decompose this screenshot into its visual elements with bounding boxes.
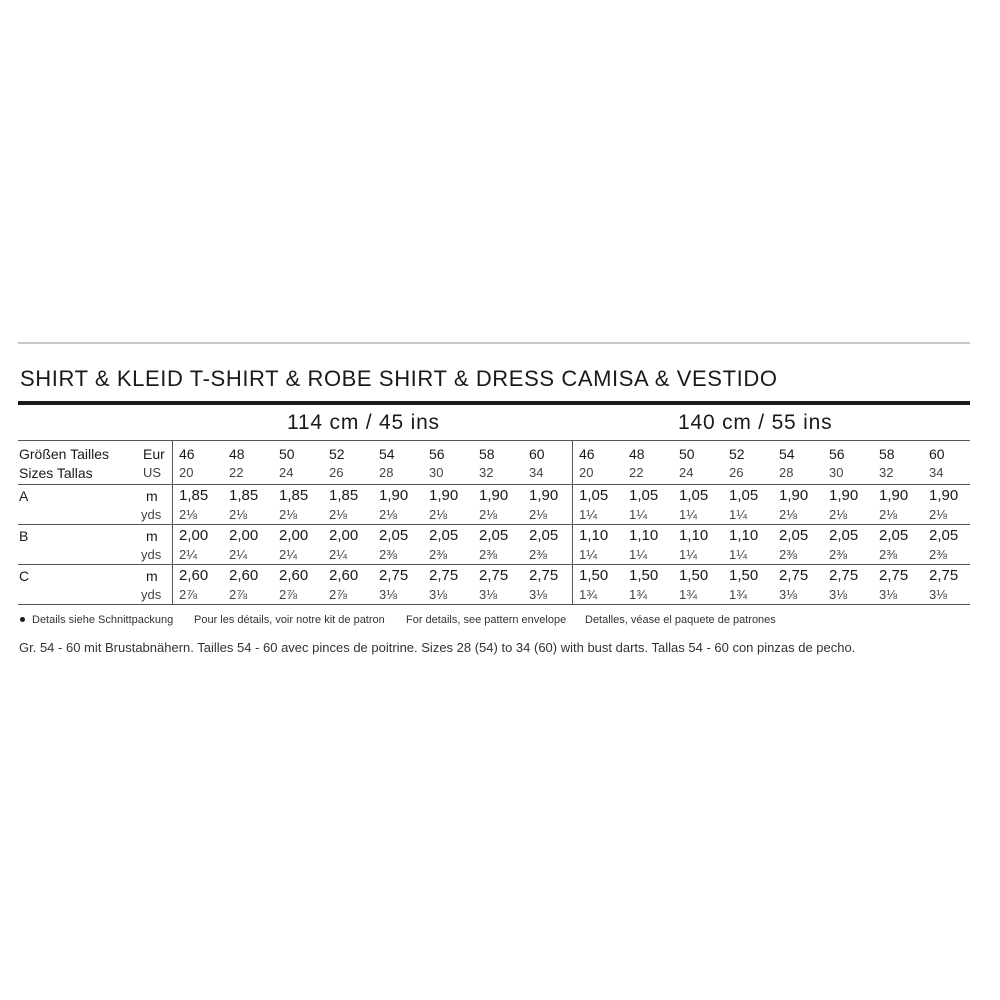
yards-value: 1¼ [579, 547, 598, 562]
yards-value: 2¼ [329, 547, 348, 562]
yards-value: 2⅛ [429, 507, 448, 522]
meters-value: 1,05 [729, 487, 759, 504]
yards-value: 2⅞ [329, 587, 348, 602]
view-label: A [19, 488, 29, 504]
unit-yds-label: yds [141, 587, 162, 602]
eur-size: 52 [729, 446, 745, 462]
yards-value: 2⅛ [879, 507, 898, 522]
details-de: Details siehe Schnittpackung [32, 614, 174, 626]
yards-value: 3⅛ [479, 587, 498, 602]
meters-value: 2,75 [429, 567, 459, 584]
meters-value: 2,05 [879, 527, 909, 544]
eur-size: 46 [579, 446, 595, 462]
yards-value: 2⅛ [779, 507, 798, 522]
meters-value: 2,75 [379, 567, 409, 584]
yards-value: 2⅜ [429, 547, 448, 562]
meters-value: 2,05 [829, 527, 859, 544]
eur-size: 60 [929, 446, 945, 462]
yards-value: 2⅛ [379, 507, 398, 522]
details-en: For details, see pattern envelope [406, 614, 567, 626]
unit-m-label: m [146, 568, 158, 584]
meters-value: 1,90 [379, 487, 409, 504]
meters-value: 1,85 [329, 487, 359, 504]
yards-value: 2⅛ [179, 507, 198, 522]
size-label-line2: Sizes Tallas [19, 465, 93, 481]
meters-value: 2,75 [479, 567, 509, 584]
yards-value: 1¼ [579, 507, 598, 522]
yards-value: 3⅛ [829, 587, 848, 602]
yards-value: 1¼ [729, 507, 748, 522]
eur-size: 48 [629, 446, 645, 462]
meters-value: 1,05 [679, 487, 709, 504]
yards-value: 1¼ [679, 547, 698, 562]
yards-value: 3⅛ [429, 587, 448, 602]
us-size: 24 [279, 465, 294, 480]
meters-value: 1,50 [579, 567, 609, 584]
table-rule-bottom [18, 604, 970, 605]
yards-value: 1¾ [629, 587, 648, 602]
eur-size: 50 [279, 446, 295, 462]
yards-value: 2⅛ [229, 507, 248, 522]
meters-value: 1,90 [779, 487, 809, 504]
yards-value: 1¾ [679, 587, 698, 602]
meters-value: 1,90 [529, 487, 559, 504]
meters-value: 1,90 [479, 487, 509, 504]
meters-value: 1,10 [679, 527, 709, 544]
meters-value: 2,75 [779, 567, 809, 584]
meters-value: 1,90 [929, 487, 959, 504]
eur-size: 58 [479, 446, 495, 462]
meters-value: 2,60 [179, 567, 209, 584]
table-rule-c [18, 564, 970, 565]
yards-value: 2⅞ [229, 587, 248, 602]
unit-yds-label: yds [141, 547, 162, 562]
top-rule [18, 342, 970, 344]
eur-size: 48 [229, 446, 245, 462]
table-divider-width [572, 440, 573, 604]
meters-value: 2,05 [779, 527, 809, 544]
view-label: C [19, 568, 30, 584]
details-fr: Pour les détails, voir notre kit de patron [194, 614, 385, 626]
meters-value: 2,75 [529, 567, 559, 584]
yards-value: 2⅛ [479, 507, 498, 522]
yards-value: 2⅜ [379, 547, 398, 562]
table-rule-a [18, 484, 970, 485]
yards-value: 3⅛ [929, 587, 948, 602]
us-size: 22 [629, 465, 644, 480]
yards-value: 1¼ [629, 507, 648, 522]
meters-value: 1,90 [829, 487, 859, 504]
meters-value: 1,05 [579, 487, 609, 504]
fabric-width-114: 114 cm / 45 ins [287, 411, 440, 434]
yards-value: 3⅛ [379, 587, 398, 602]
yards-value: 2⅛ [329, 507, 348, 522]
us-size: 28 [379, 465, 394, 480]
meters-value: 2,00 [279, 527, 309, 544]
yards-value: 2⅛ [929, 507, 948, 522]
yards-value: 2¼ [229, 547, 248, 562]
yards-value: 2⅞ [279, 587, 298, 602]
unit-yds-label: yds [141, 507, 162, 522]
meters-value: 2,75 [929, 567, 959, 584]
meters-value: 2,00 [329, 527, 359, 544]
size-label-line1: Größen Tailles [19, 446, 110, 462]
meters-value: 1,90 [429, 487, 459, 504]
eur-size: 50 [679, 446, 695, 462]
us-size: 32 [879, 465, 894, 480]
yards-value: 3⅛ [529, 587, 548, 602]
yards-value: 2⅛ [529, 507, 548, 522]
eur-size: 54 [779, 446, 795, 462]
yards-value: 2⅜ [479, 547, 498, 562]
yards-value: 2⅜ [829, 547, 848, 562]
yards-value: 1¼ [629, 547, 648, 562]
meters-value: 1,10 [629, 527, 659, 544]
us-size: 32 [479, 465, 494, 480]
meters-value: 1,50 [679, 567, 709, 584]
us-size: 28 [779, 465, 794, 480]
us-size: 30 [429, 465, 444, 480]
fabric-width-140: 140 cm / 55 ins [678, 411, 833, 434]
meters-value: 2,75 [879, 567, 909, 584]
meters-value: 2,60 [329, 567, 359, 584]
meters-value: 2,60 [279, 567, 309, 584]
table-rule-b [18, 524, 970, 525]
yards-value: 2⅛ [279, 507, 298, 522]
unit-m-label: m [146, 488, 158, 504]
eur-size: 56 [829, 446, 845, 462]
meters-value: 1,05 [629, 487, 659, 504]
yards-value: 2⅜ [779, 547, 798, 562]
yards-value: 2⅜ [879, 547, 898, 562]
meters-value: 2,05 [429, 527, 459, 544]
bullet-icon [20, 617, 25, 622]
meters-value: 1,50 [629, 567, 659, 584]
yards-value: 2⅞ [179, 587, 198, 602]
page-title: SHIRT & KLEID T-SHIRT & ROBE SHIRT & DRESS CAMISA & VESTIDO [20, 366, 778, 391]
us-size: 24 [679, 465, 694, 480]
meters-value: 2,75 [829, 567, 859, 584]
meters-value: 2,05 [479, 527, 509, 544]
meters-value: 1,85 [179, 487, 209, 504]
meters-value: 2,00 [229, 527, 259, 544]
us-size: 30 [829, 465, 844, 480]
view-label: B [19, 528, 29, 544]
yards-value: 1¾ [579, 587, 598, 602]
details-es: Detalles, véase el paquete de patrones [585, 614, 776, 626]
yards-value: 2⅜ [929, 547, 948, 562]
meters-value: 1,90 [879, 487, 909, 504]
us-size: 26 [329, 465, 344, 480]
yards-value: 2⅛ [829, 507, 848, 522]
meters-value: 1,85 [229, 487, 259, 504]
meters-value: 1,50 [729, 567, 759, 584]
unit-m-label: m [146, 528, 158, 544]
meters-value: 2,05 [929, 527, 959, 544]
us-size: 26 [729, 465, 744, 480]
yards-value: 3⅛ [879, 587, 898, 602]
eur-size: 56 [429, 446, 445, 462]
meters-value: 1,85 [279, 487, 309, 504]
meters-value: 2,00 [179, 527, 209, 544]
table-divider-unit [172, 440, 173, 604]
table-rule-header [18, 440, 970, 441]
us-size: 20 [579, 465, 594, 480]
yards-value: 1¼ [679, 507, 698, 522]
yards-value: 2⅜ [529, 547, 548, 562]
us-size: 20 [179, 465, 194, 480]
eur-label: Eur [143, 446, 165, 462]
meters-value: 2,05 [379, 527, 409, 544]
eur-size: 46 [179, 446, 195, 462]
yards-value: 2¼ [179, 547, 198, 562]
us-size: 34 [929, 465, 944, 480]
eur-size: 52 [329, 446, 345, 462]
us-size: 22 [229, 465, 244, 480]
meters-value: 1,10 [729, 527, 759, 544]
title-underline [18, 401, 970, 405]
meters-value: 1,10 [579, 527, 609, 544]
yards-value: 1¾ [729, 587, 748, 602]
eur-size: 54 [379, 446, 395, 462]
us-size: 34 [529, 465, 544, 480]
yards-value: 3⅛ [779, 587, 798, 602]
meters-value: 2,05 [529, 527, 559, 544]
eur-size: 60 [529, 446, 545, 462]
yards-value: 1¼ [729, 547, 748, 562]
eur-size: 58 [879, 446, 895, 462]
meters-value: 2,60 [229, 567, 259, 584]
bust-dart-note: Gr. 54 - 60 mit Brustabnähern. Tailles 54 - 60 avec pinces de poitrine. Sizes 28 (54) to 34 (60) with bust darts. Tallas 54 - 60 con pinzas de pecho. [19, 640, 856, 655]
us-label: US [143, 465, 162, 480]
yards-value: 2¼ [279, 547, 298, 562]
